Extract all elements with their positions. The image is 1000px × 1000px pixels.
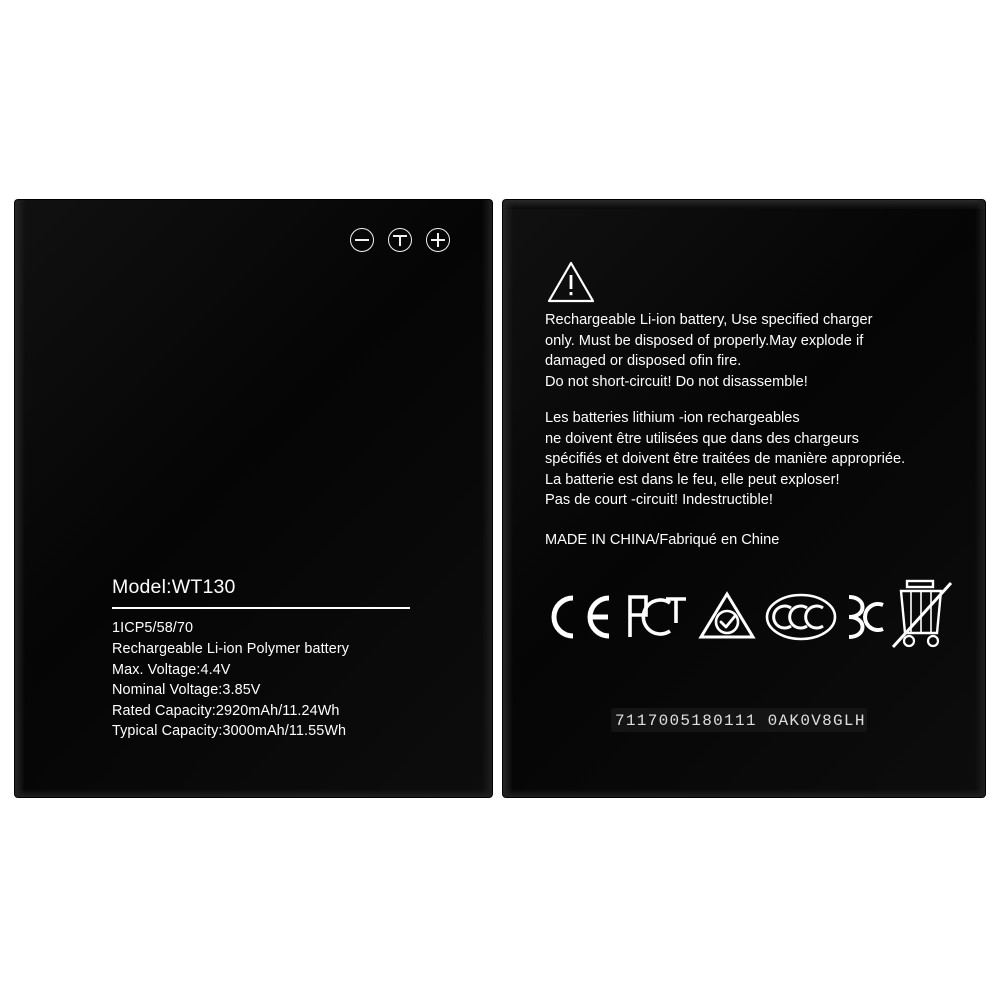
front-left-edge-highlight bbox=[15, 200, 25, 797]
minus-terminal-icon bbox=[350, 228, 374, 252]
plus-terminal-icon bbox=[426, 228, 450, 252]
batch-code: 7117005180111 0AK0V8GLH bbox=[615, 712, 866, 730]
kc-mark-icon bbox=[843, 593, 887, 641]
certification-mark-row bbox=[543, 585, 948, 647]
label-divider-rule bbox=[112, 607, 410, 609]
front-label-text-block bbox=[112, 576, 452, 742]
spec-line-typical-capacity: Typical Capacity:3000mAh/11.55Wh bbox=[112, 723, 347, 740]
t-terminal-icon bbox=[388, 228, 412, 252]
warning-fr-line-3: spécifiés et doivent être traitées de manière appropriée. bbox=[545, 451, 906, 467]
back-left-edge-highlight bbox=[503, 200, 513, 797]
ce-mark-icon bbox=[543, 593, 613, 641]
back-bottom-edge-highlight bbox=[503, 789, 985, 797]
front-right-edge-highlight bbox=[482, 200, 492, 797]
model-number: Model:WT130 bbox=[112, 576, 236, 599]
spec-line-max-voltage: Max. Voltage:4.4V bbox=[112, 661, 231, 678]
battery-back-face bbox=[503, 200, 985, 797]
warning-fr-line-5: Pas de court -circuit! Indestructible! bbox=[545, 492, 773, 508]
battery-front-face bbox=[15, 200, 492, 797]
weee-crossed-bin-icon bbox=[891, 579, 953, 653]
warning-text-english bbox=[545, 310, 945, 392]
warning-en-line-3: damaged or disposed ofin fire. bbox=[545, 353, 742, 369]
warning-en-line-1: Rechargeable Li-ion battery, Use specified charger bbox=[545, 312, 873, 328]
polarity-marking-row bbox=[350, 228, 450, 252]
warning-fr-line-4: La batterie est dans le feu, elle peut exploser! bbox=[545, 471, 840, 488]
warning-fr-line-2: ne doivent être utilisées que dans des chargeurs bbox=[545, 430, 859, 447]
spec-line-nominal-voltage: Nominal Voltage:3.85V bbox=[112, 682, 261, 699]
front-bottom-edge-highlight bbox=[15, 789, 492, 797]
back-top-edge-strip bbox=[503, 200, 985, 209]
warning-text-french bbox=[545, 408, 965, 511]
warning-fr-line-1: Les batteries lithium -ion rechargeables bbox=[545, 410, 800, 426]
spec-line-chemistry: Rechargeable Li-ion Polymer battery bbox=[112, 641, 350, 658]
ccc-mark-icon bbox=[765, 593, 837, 641]
rcm-tick-mark-icon bbox=[698, 591, 756, 641]
spec-line-rated-capacity: Rated Capacity:2920mAh/11.24Wh bbox=[112, 702, 340, 719]
warning-triangle-icon bbox=[547, 260, 595, 304]
warning-en-line-4: Do not short-circuit! Do not disassemble! bbox=[545, 373, 808, 390]
spec-line-iec-code: 1ICP5/58/70 bbox=[112, 620, 194, 637]
country-of-origin: MADE IN CHINA/Fabriqué en Chine bbox=[545, 532, 780, 548]
eac-pct-mark-icon bbox=[626, 593, 688, 641]
back-right-edge-highlight bbox=[975, 200, 985, 797]
warning-en-line-2: only. Must be disposed of properly.May explode if bbox=[545, 332, 864, 349]
